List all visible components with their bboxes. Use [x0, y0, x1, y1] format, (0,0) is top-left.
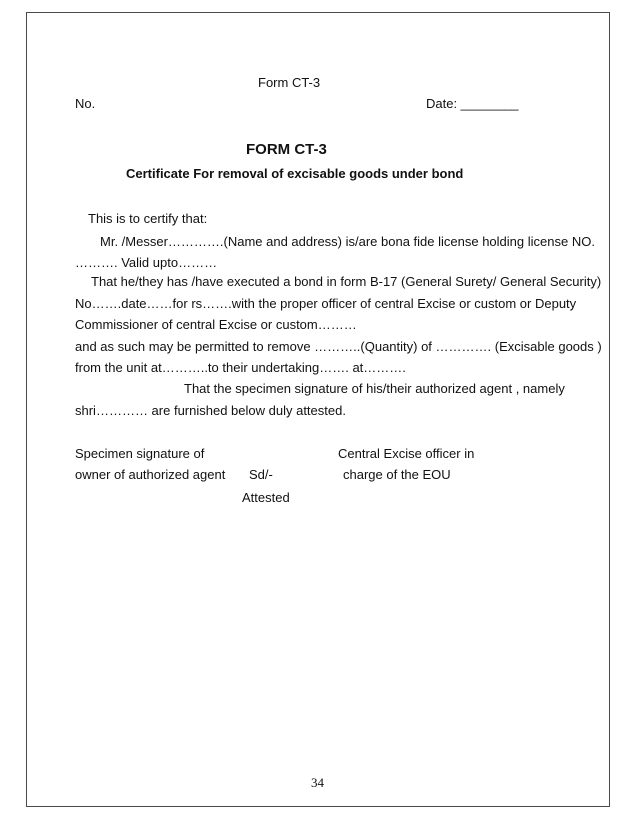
body-line: That he/they has /have executed a bond in form B-17 (General Surety/ General Security)	[91, 274, 602, 289]
excise-officer-label: Central Excise officer in	[338, 446, 475, 461]
body-line: ………. Valid upto………	[75, 255, 218, 270]
body-line: shri………… are furnished below duly attested.	[75, 403, 346, 418]
form-subtitle: Certificate For removal of excisable goods under bond	[126, 166, 464, 181]
specimen-signature-label: Specimen signature of	[75, 446, 205, 461]
body-line: Commissioner of central Excise or custom………	[75, 317, 357, 332]
form-label: Form CT-3	[258, 75, 321, 90]
number-label: No.	[75, 96, 96, 111]
date-label: Date: ________	[426, 96, 519, 111]
sd-label: Sd/-	[249, 467, 273, 482]
body-line: That the specimen signature of his/their authorized agent , namely	[184, 381, 565, 396]
certify-intro: This is to certify that:	[88, 211, 208, 226]
eou-charge-label: charge of the EOU	[343, 467, 451, 482]
form-title: FORM CT-3	[246, 141, 327, 158]
authorized-agent-label: owner of authorized agent	[75, 467, 226, 482]
body-line: Mr. /Messer………….(Name and address) is/are bona fide license holding license NO.	[100, 234, 595, 249]
page-number: 34	[311, 775, 324, 790]
body-line: from the unit at………..to their undertaking……. at……….	[75, 360, 406, 375]
body-line: No…….date……for rs…….with the proper officer of central Excise or custom or Deputy	[75, 296, 577, 311]
attested-label: Attested	[242, 490, 290, 505]
body-line: and as such may be permitted to remove ………..(Quantity) of …………. (Excisable goods )	[75, 339, 602, 354]
